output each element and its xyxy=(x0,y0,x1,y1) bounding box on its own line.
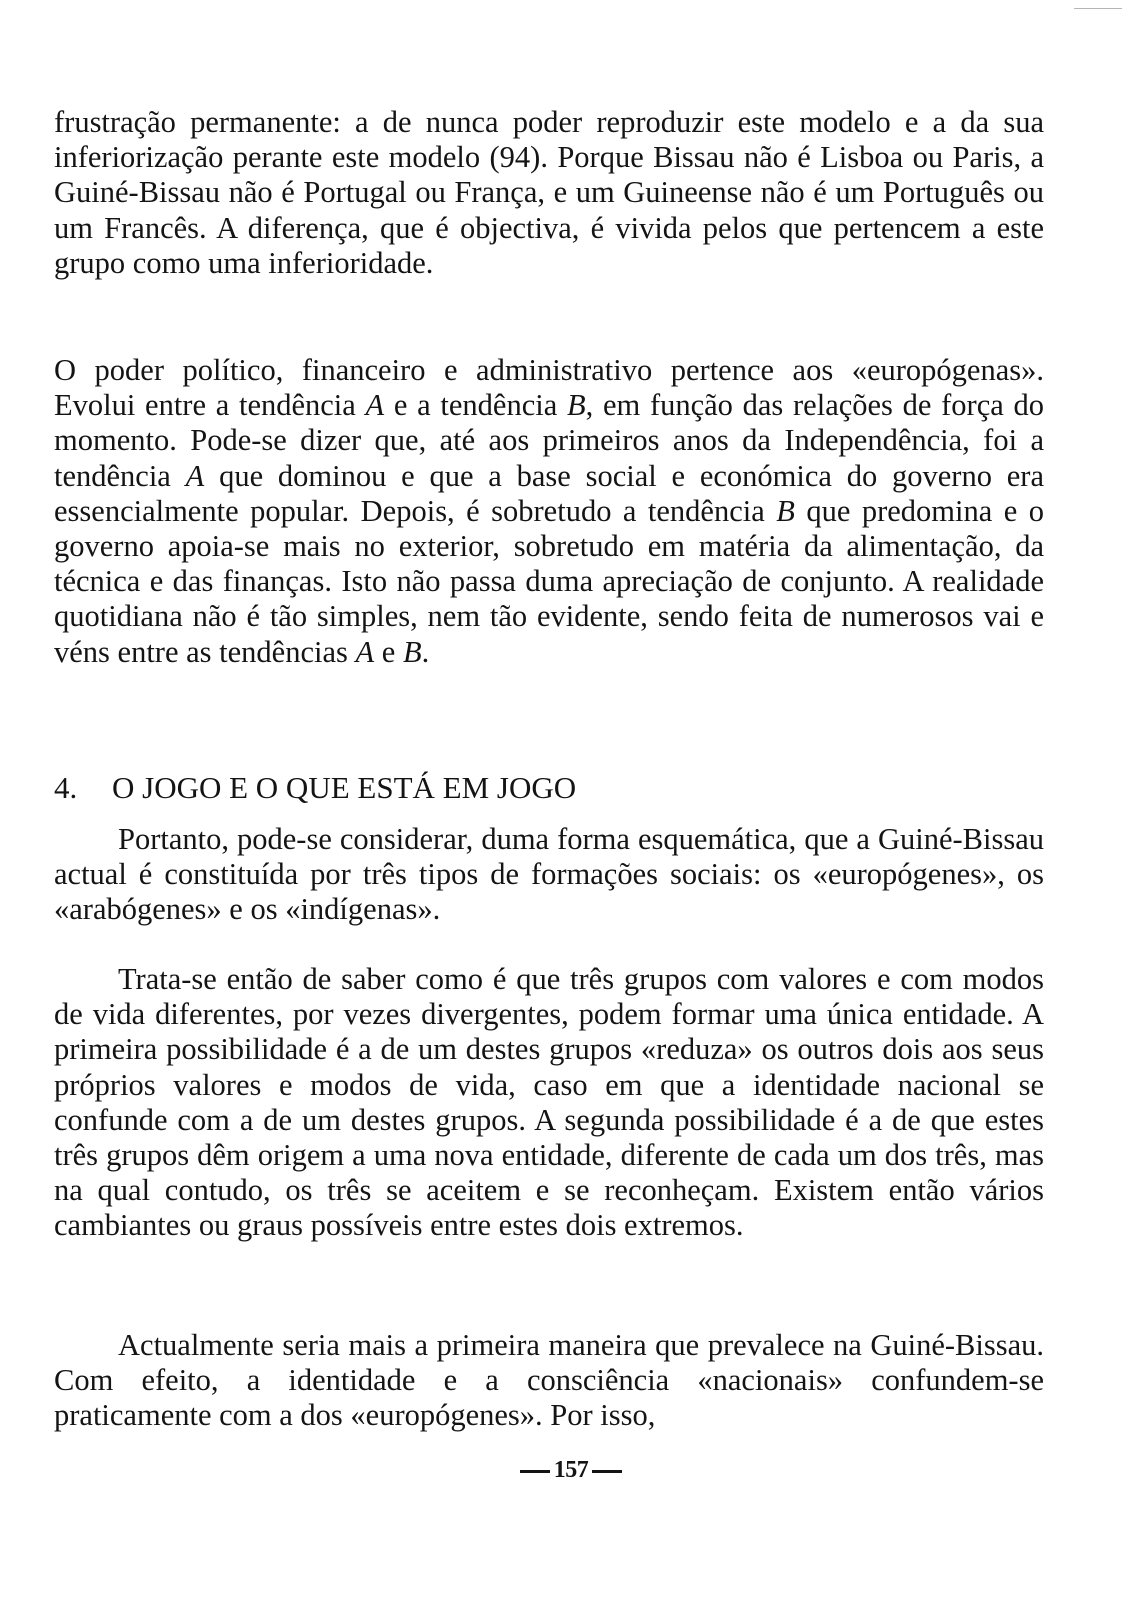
paragraph-schematic: Portanto, pode-se considerar, duma forma esquemática, que a Guiné-Bissau actual é constituída por três tipos de formações sociais: os «europógenes», os «arabógenes» e os «indígenas». xyxy=(54,822,1044,927)
paragraph-continuation: frustração permanente: a de nunca poder reproduzir este modelo e a da sua inferiorização perante este modelo (94). Porque Bissau não é Lisboa ou Paris, a Guiné-Bissau não é Portugal ou França, e um Guineense não é um Português ou um Francês. A diferença, que é objectiva, é vivida pelos que pertencem a este grupo como uma inferioridade. xyxy=(54,105,1044,280)
section-heading xyxy=(54,770,576,806)
text-run: que dominou e que a base social e económica do governo era essencialmente popular. Depois, é sobretudo a tendência xyxy=(54,458,1044,528)
paragraph-question: Trata-se então de saber como é que três grupos com valores e com modos de vida diferentes, por vezes divergentes, podem formar uma única entidade. A primeira possibilidade é a de um destes grupos «reduza» os outros dois aos seus próprios valores e modos de vida, caso em que a identidade nacional se confunde com a de um destes grupos. A segunda possibilidade é a de que estes três grupos dêm origem a uma nova entidade, diferente de cada um dos três, mas na qual contudo, os três se aceitem e se reconheçam. Existem então vários cambiantes ou graus possíveis entre estes dois extremos. xyxy=(54,962,1044,1243)
section-number: 4. xyxy=(54,770,78,805)
folio-dash-left xyxy=(520,1470,550,1473)
text-run: e a tendência xyxy=(384,388,567,423)
page-number-footer xyxy=(0,1457,1142,1484)
text-run: . xyxy=(421,634,430,669)
tendency-label: A xyxy=(355,634,375,669)
tendency-label: A xyxy=(365,388,385,423)
folio-dash-right xyxy=(592,1470,622,1473)
text-run: , em função das relações de força do momento. Pode-se dizer que, até aos primeiros anos da Independência, foi a tendência xyxy=(54,388,1044,493)
text-run: que predomina e o governo apoia-se mais no exterior, sobretudo em matéria da alimentação, da técnica e das finanças. Isto não passa duma apreciação de conjunto. A realidade quotidiana não é tão simples, nem tão evidente, sendo feita de numerosos vai e véns entre as tendências xyxy=(54,493,1044,669)
text-run: O poder político, financeiro e administrativo pertence aos «europógenas». Evolui entre a tendência xyxy=(54,353,1044,423)
paragraph-current-state: Actualmente seria mais a primeira maneira que prevalece na Guiné-Bissau. Com efeito, a identidade e a consciência «nacionais» confundem-se praticamente com a dos «europógenes». Por isso, xyxy=(54,1328,1044,1433)
tendency-label: B xyxy=(402,634,422,669)
text-run: e xyxy=(374,634,403,669)
tendency-label: A xyxy=(185,458,205,493)
section-title: O JOGO E O QUE ESTÁ EM JOGO xyxy=(112,770,577,805)
tendency-label: B xyxy=(776,493,795,528)
paragraph-political-power xyxy=(54,353,1044,670)
tendency-label: B xyxy=(566,388,586,423)
page-number: 157 xyxy=(553,1457,589,1483)
scan-edge-mark xyxy=(1074,8,1122,9)
